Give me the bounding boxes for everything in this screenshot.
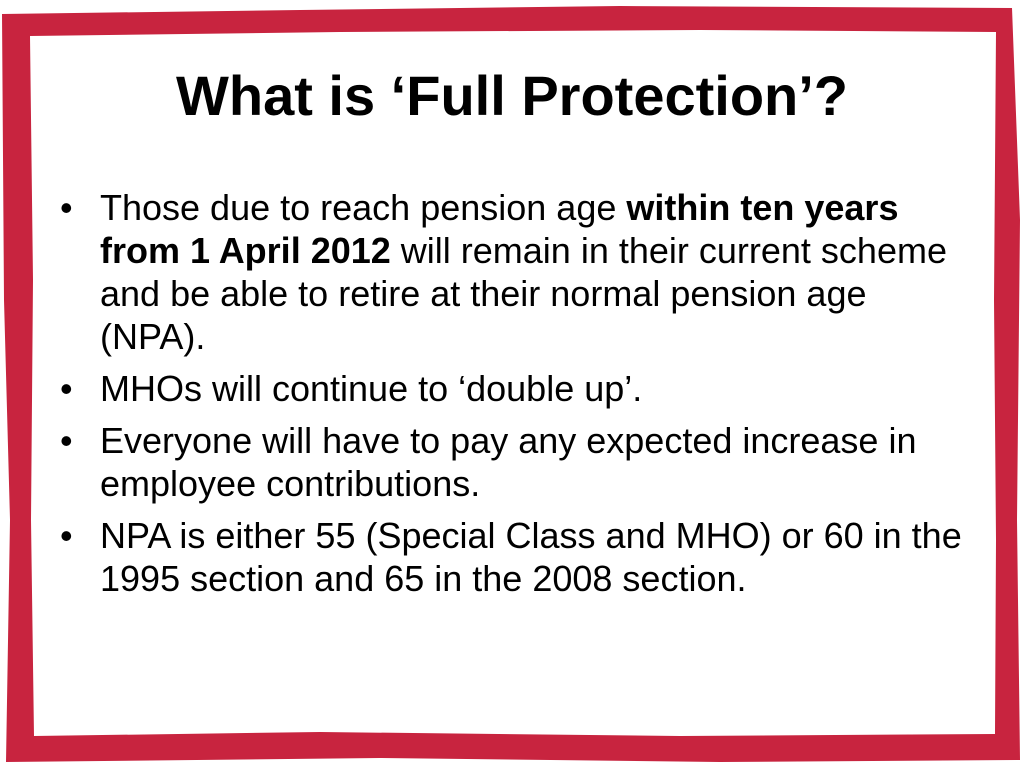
bullet-text-part: Those due to reach pension age	[100, 187, 627, 228]
bullet-text: MHOs will continue to ‘double up’.	[100, 368, 643, 409]
list-item	[60, 367, 980, 410]
list-item	[60, 186, 980, 358]
bullet-text: NPA is either 55 (Special Class and MHO) or 60 in the 1995 section and 65 in the 2008 section.	[100, 515, 962, 599]
slide-title: What is ‘Full Protection’?	[176, 64, 848, 127]
bullet-text: Everyone will have to pay any expected increase in employee contributions.	[100, 420, 917, 504]
bullet-icon: •	[60, 420, 73, 461]
bullet-icon: •	[60, 187, 73, 228]
bullet-text	[100, 187, 947, 357]
list-item	[60, 514, 980, 600]
bullet-emphasis: within ten years from 1 April 2012	[100, 187, 899, 271]
list-item	[60, 419, 980, 505]
bullet-icon: •	[60, 368, 73, 409]
bullet-list	[60, 186, 980, 609]
bullet-icon: •	[60, 515, 73, 556]
bullet-text-part: will remain in their current scheme and be able to retire at their normal pension age (NPA).	[100, 230, 947, 357]
